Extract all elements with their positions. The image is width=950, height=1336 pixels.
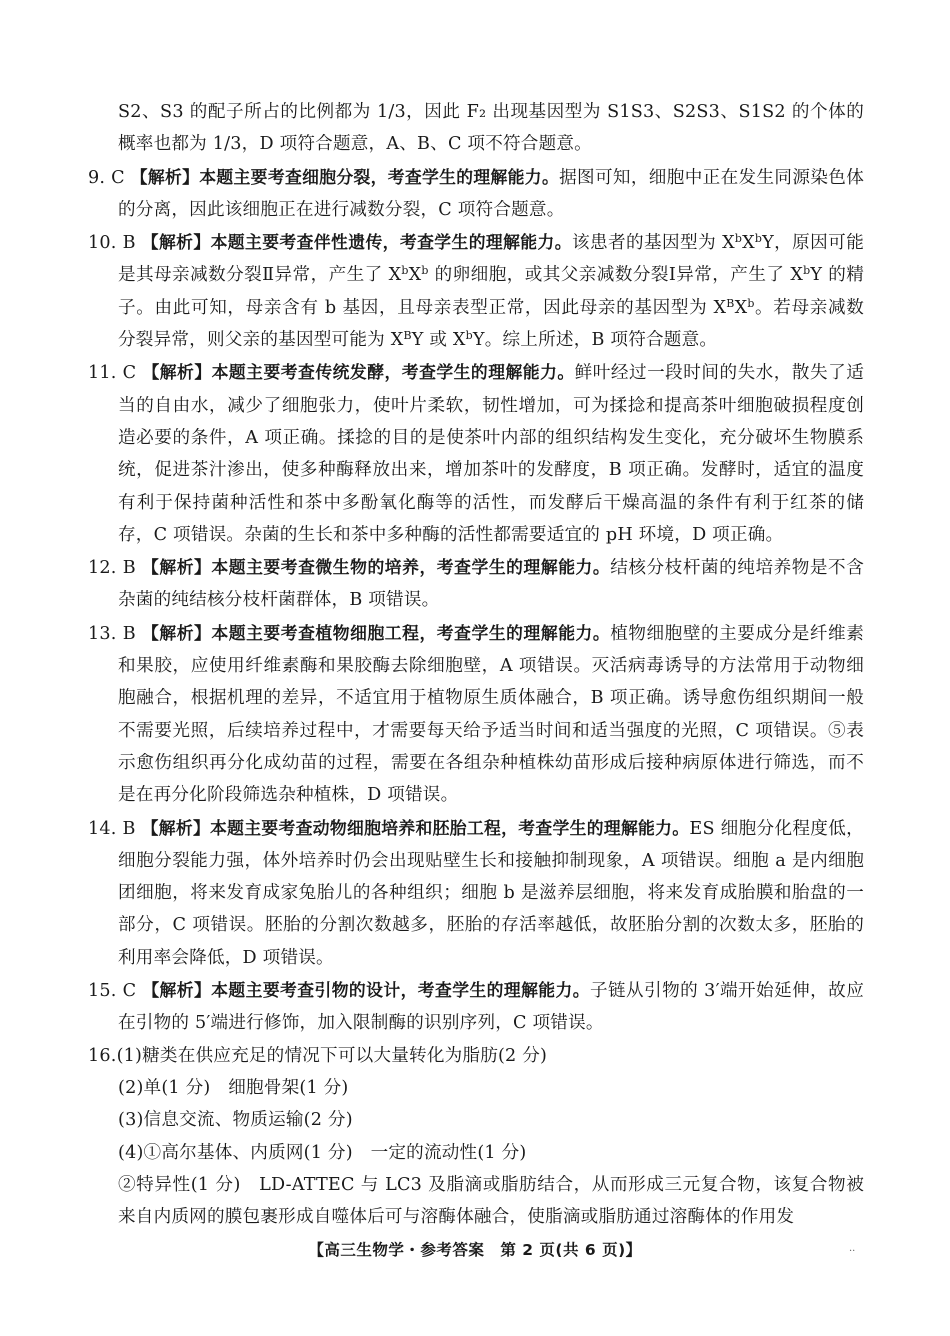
- answer-9: [88, 161, 864, 227]
- page-footer: 【高三生物学・参考答案 第 2 页(共 6 页)】: [308, 1241, 642, 1259]
- q8-continuation: S2、S3 的配子所占的比例都为 1/3，因此 F₂ 出现基因型为 S1S3、S2S3、S1S2 的个体的概率也都为 1/3，D 项符合题意，A、B、C 项不符合题意。: [118, 102, 864, 155]
- answer-15: [88, 974, 864, 1040]
- answer-16-part-4: (4)①高尔基体、内质网(1 分) 一定的流动性(1 分): [118, 1142, 527, 1163]
- answer-10: 10. B 【解析】本题主要考查伴性遗传，考查学生的理解能力。该患者的基因型为 $X^bX^bY$，原因可能是其母亲减数分裂Ⅱ异常，产生了 $X^bX^b$ 的卵细胞，或其父亲减数分裂Ⅰ异常，产生了 $X^bY$ 的精子。由此可知，母亲含有 b 基因，且母亲表型正常，因此母亲的基因型为 $X^BX^b$。若母亲减数分裂异常，则父亲的基因型可能为 $X^BY$ 或 $X^bY$。综上所述，B 项符合题意。: [88, 232, 865, 351]
- corner-mark: ··: [849, 1246, 856, 1257]
- answer-16-part-3: (3)信息交流、物质运输(2 分): [118, 1110, 353, 1131]
- answer-number: 13. B: [88, 623, 136, 644]
- answer-number: 11. C: [88, 363, 137, 384]
- analysis-text: 据图可知，细胞中正在发生同源染色体的分离，因此该细胞正在进行减数分裂，C 项符合题意。: [118, 167, 864, 220]
- answer-12: [88, 551, 864, 617]
- analysis-text: 鲜叶经过一段时间的失水，散失了适当的自由水，减少了细胞张力，使叶片柔软，韧性增加，可为揉捻和提高茶叶细胞破损程度创造必要的条件，A 项正确。揉捻的目的是使茶叶内部的组织结构发生变化，充分破坏生物膜系统，促进茶汁渗出，使多种酶释放出来，增加茶叶的发酵度，B 项正确。发酵时，适宜的温度有利于保持菌种活性和茶中多酚氧化酶等的活性，而发酵后干燥高温的条件有利于红茶的储存，C 项错误。杂菌的生长和茶中多种酶的活性都需要适宜的 pH 环境，D 项正确。: [118, 363, 864, 545]
- answer-number: 16.: [88, 1045, 117, 1066]
- answer-13: [88, 617, 864, 812]
- analysis-tag: 【解析】本题主要考查动物细胞培养和胚胎工程，考查学生的理解能力。: [141, 817, 690, 838]
- analysis-tag: 【解析】本题主要考查传统发酵，考查学生的理解能力。: [142, 362, 575, 383]
- analysis-text: 结核分枝杆菌的纯培养物是不含杂菌的纯结核分枝杆菌群体，B 项错误。: [118, 558, 864, 611]
- answer-number: 14. B: [88, 818, 136, 839]
- analysis-tag: 【解析】本题主要考查植物细胞工程，考查学生的理解能力。: [142, 622, 611, 643]
- answer-body: [88, 96, 864, 1233]
- answer-14: [88, 812, 864, 974]
- answer-11: [88, 356, 864, 551]
- analysis-tag: 【解析】本题主要考查细胞分裂，考查学生的理解能力。: [130, 166, 560, 187]
- answer-number: 9. C: [88, 167, 125, 188]
- answer-16-part-4b: ②特异性(1 分) LD-ATTEC 与 LC3 及脂滴或脂肪结合，从而形成三元复合物，该复合物被来自内质网的膜包裹形成自噬体后可与溶酶体融合，使脂滴或脂肪通过溶酶体的作用发: [118, 1174, 864, 1228]
- analysis-tag: 【解析】本题主要考查伴性遗传，考查学生的理解能力。: [141, 232, 572, 253]
- answer-16: [88, 1040, 864, 1072]
- analysis-tag: 【解析】本题主要考查引物的设计，考查学生的理解能力。: [142, 980, 590, 1001]
- answer-number: 12. B: [88, 558, 136, 579]
- answer-16-part-1: (1)糖类在供应充足的情况下可以大量转化为脂肪(2 分): [116, 1045, 548, 1066]
- answer-number: 15. C: [88, 981, 137, 1002]
- analysis-text: ES 细胞分化程度低，细胞分裂能力强，体外培养时仍会出现贴壁生长和接触抑制现象，A 项错误。细胞 a 是内细胞团细胞，将来发育成家兔胎儿的各种组织；细胞 b 是滋养层细胞，将来发育成胎膜和胎盘的一部分，C 项错误。胚胎的分割次数越多，胚胎的存活率越低，故胚胎分割的次数太多，胚胎的利用率会降低，D 项错误。: [118, 818, 864, 968]
- analysis-tag: 【解析】本题主要考查微生物的培养，考查学生的理解能力。: [142, 557, 611, 578]
- answer-16-part-2: (2)单(1 分) 细胞骨架(1 分): [118, 1077, 349, 1098]
- analysis-text: 子链从引物的 3′端开始延伸，故应在引物的 5′端进行修饰，加入限制酶的识别序列，C 项错误。: [118, 981, 865, 1034]
- analysis-text: 植物细胞壁的主要成分是纤维素和果胶，应使用纤维素酶和果胶酶去除细胞壁，A 项错误。灭活病毒诱导的方法常用于动物细胞融合，根据机理的差异，不适宜用于植物原生质体融合，B 项正确。诱导愈伤组织期间一般不需要光照，后续培养过程中，才需要每天给予适当时间和适当强度的光照，C 项错误。⑤表示愈伤组织再分化成幼苗的过程，需要在各组杂种植株幼苗形成后接种病原体进行筛选，而不是在再分化阶段筛选杂种植株，D 项错误。: [118, 623, 864, 806]
- answer-number: 10. B: [88, 233, 136, 254]
